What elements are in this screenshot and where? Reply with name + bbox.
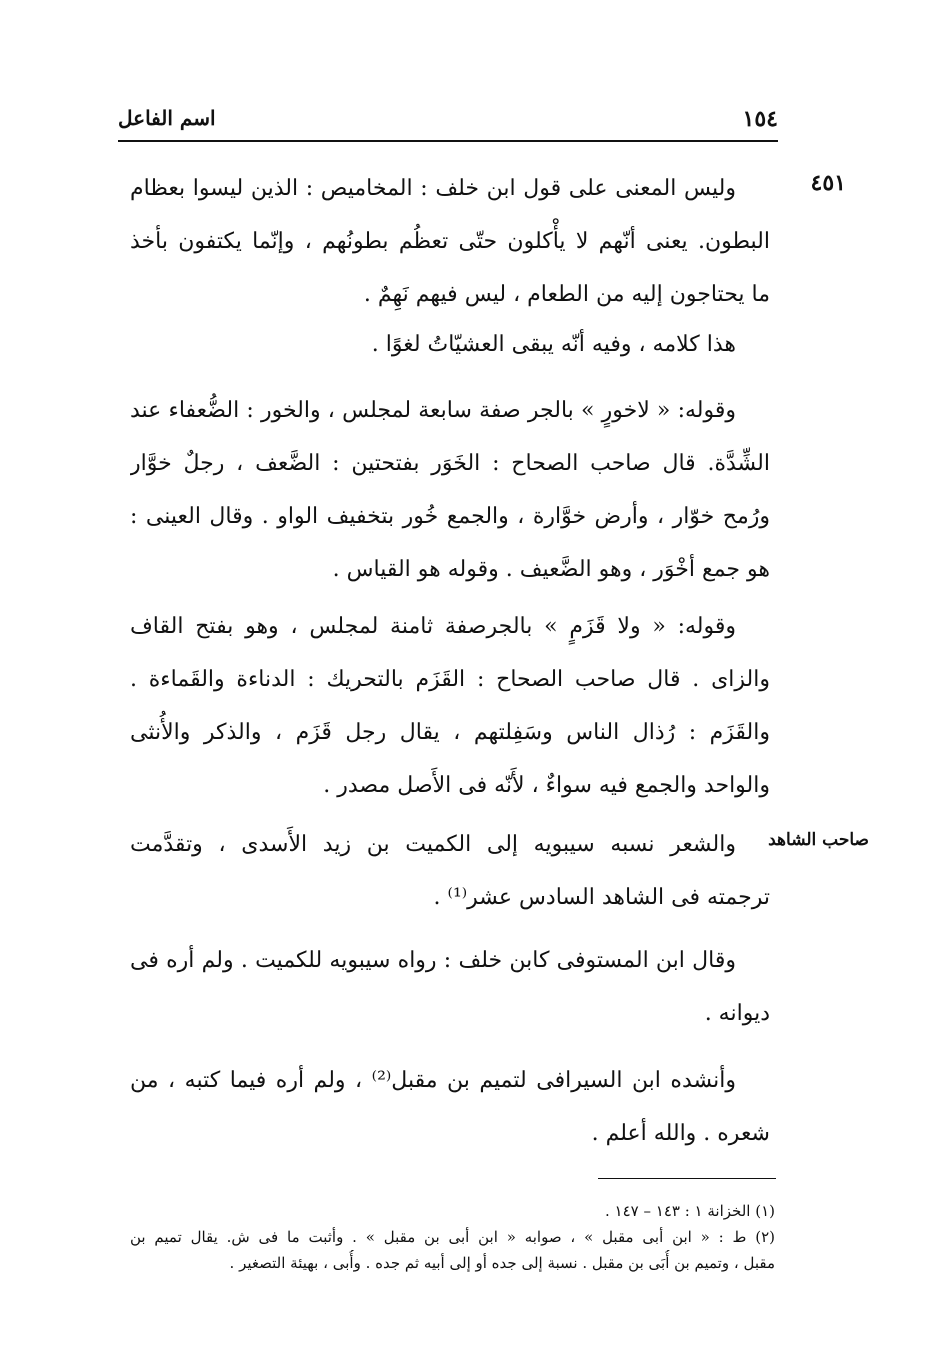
text-line: ترجمته فى الشاهد السادس عشر⁽¹⁾ . — [433, 885, 770, 910]
footnote-line: (٢) ط : « ابن أبى مقبل » ، صوابه « ابن أبى بن مقبل » . وأثبت ما فى ش. يقال تميم بن — [130, 1228, 775, 1246]
text-line: هذا كلامه ، وفيه أنّه يبقى العشيّاتُ لغوًا . — [371, 332, 736, 357]
text-line: وليس المعنى على قول ابن خلف : المخاميص : الذين ليسوا بعظام — [130, 176, 736, 201]
text-line: شعره . والله أعلم . — [591, 1121, 770, 1146]
text-line: ورُمح خوّار ، وأرض خوَّارة ، والجمع خُور بتخفيف الواو . وقال العينى : — [130, 504, 770, 529]
text-line: وأنشده ابن السيرافى لتميم بن مقبل⁽²⁾ ، ولم أره فيما كتبه ، من — [130, 1068, 736, 1093]
text-line: والواحد والجمع فيه سواءٌ ، لأَنّه فى الأَصل مصدر . — [323, 773, 770, 798]
text-line: الشِّدَّة. قال صاحب الصحاح : الخَوَر بفتحتين : الضَّعف ، رجلٌ خوَّار — [130, 451, 770, 476]
text-line: هو جمع أخْوَر ، وهو الضَّعيف . وقوله هو القياس . — [332, 557, 770, 582]
page-header — [118, 100, 778, 140]
text-line: ديوانه . — [704, 1001, 770, 1026]
footnote-line: (١) الخزانة ١ : ١٤٣ – ١٤٧ . — [605, 1202, 775, 1220]
paragraph-4 — [130, 600, 770, 812]
running-title: اسم الفاعل — [118, 106, 216, 130]
verse-number: ٤٥١ — [810, 170, 846, 196]
paragraph-2 — [130, 318, 770, 371]
paragraph-1 — [130, 162, 770, 321]
text-line: وقال ابن المستوفى كابن خلف : رواه سيبويه للكميت . ولم أره فى — [130, 948, 736, 973]
text-line: والقَزَم : رُذال الناس وسَفِلتهم ، يقال رجل قَزَم ، والذكر والأُنثى — [130, 720, 770, 745]
footnote-rule — [598, 1178, 776, 1179]
text-line: ما يحتاجون إليه من الطعام ، ليس فيهم نَهِمٌ . — [363, 282, 770, 307]
text-line: والشعر نسبه سيبويه إلى الكميت بن زيد الأَسدى ، وتقدَّمت — [130, 832, 736, 857]
paragraph-5 — [130, 818, 770, 924]
side-heading: صاحب الشاهد — [768, 830, 869, 850]
text-line: والزاى . قال صاحب الصحاح : القَزَم بالتحريك : الدناءة والقَماءة . — [130, 667, 770, 692]
footnotes — [130, 1198, 775, 1276]
text-line: وقوله: « لاخورٍ » بالجر صفة سابعة لمجلس ، والخور : الضُّعفاء عند — [130, 398, 736, 423]
paragraph-6 — [130, 934, 770, 1040]
paragraph-3 — [130, 384, 770, 596]
text-line: البطون. يعنى أنّهم لا يأْكلون حتّى تعظُم بطونُهم ، وإنّما يكتفون بأخذ — [130, 229, 770, 254]
text-line: وقوله: « ولا قَزَمٍ » بالجرصفة ثامنة لمجلس ، وهو بفتح القاف — [130, 614, 736, 639]
page-number: ١٥٤ — [742, 106, 778, 132]
header-rule — [118, 140, 778, 142]
footnote-line: مقبل ، وتميم بن أُبَى بن مقبل . نسبة إلى جده أو إلى أبيه ثم جده . وأُبى ، بهيئة التصغير . — [229, 1254, 775, 1272]
paragraph-7 — [130, 1054, 770, 1160]
